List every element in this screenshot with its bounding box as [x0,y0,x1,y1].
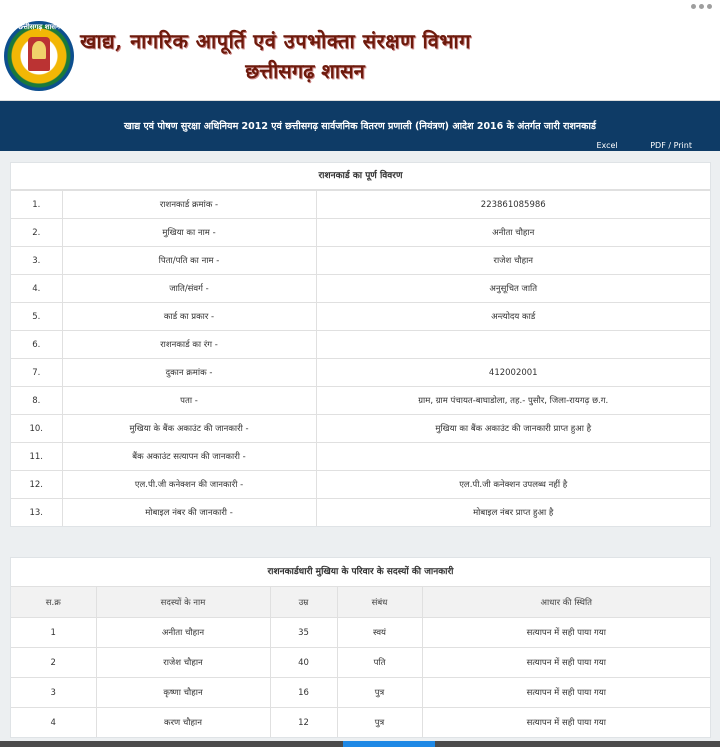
member-name-cell: कृष्णा चौहान [96,678,270,708]
members-column-header: उम्र [270,587,337,618]
details-row [11,331,710,359]
member-relation-cell: स्वयं [337,618,422,648]
member-aadhaar-cell: सत्यापन में सही पाया गया [422,708,710,738]
details-no-cell: 5. [11,303,62,331]
details-label-cell: दुकान क्रमांक - [62,359,316,387]
members-table [11,587,710,737]
details-label-cell: पता - [62,387,316,415]
details-label-cell: मुखिया का नाम - [62,219,316,247]
member-relation-cell: पति [337,648,422,678]
details-label-cell: बैंक अकाउंट सत्यापन की जानकारी - [62,443,316,471]
member-row [11,648,710,678]
member-aadhaar-cell: सत्यापन में सही पाया गया [422,618,710,648]
details-row [11,387,710,415]
details-no-cell: 1. [11,191,62,219]
more-options-icon[interactable] [691,4,712,10]
members-column-header: आधार की स्थिति [422,587,710,618]
details-label-cell: जाति/संवर्ग - [62,275,316,303]
details-value-cell: अन्त्योदय कार्ड [316,303,710,331]
member-age-cell: 35 [270,618,337,648]
member-row [11,708,710,738]
pdf-print-link[interactable]: PDF / Print [650,141,692,150]
member-aadhaar-cell: सत्यापन में सही पाया गया [422,648,710,678]
details-value-cell: अनुसूचित जाति [316,275,710,303]
details-table [11,190,710,526]
scrollbar-thumb[interactable] [343,741,435,747]
member-sno-cell: 1 [11,618,96,648]
member-age-cell: 12 [270,708,337,738]
member-name-cell: करण चौहान [96,708,270,738]
details-value-cell [316,331,710,359]
details-row [11,499,710,527]
details-no-cell: 2. [11,219,62,247]
state-emblem-logo [4,21,74,91]
details-no-cell: 6. [11,331,62,359]
details-no-cell: 8. [11,387,62,415]
details-value-cell: ग्राम, ग्राम पंचायत-बाघाडोला, तह.- पुसौर, जिला-रायगढ़ छ.ग. [316,387,710,415]
details-label-cell: मुखिया के बैंक अकाउंट की जानकारी - [62,415,316,443]
member-relation-cell: पुत्र [337,708,422,738]
member-sno-cell: 2 [11,648,96,678]
details-value-cell: अनीता चौहान [316,219,710,247]
details-row [11,275,710,303]
details-no-cell: 13. [11,499,62,527]
details-row [11,471,710,499]
excel-link[interactable]: Excel [596,141,618,150]
members-column-header: स.क्र [11,587,96,618]
details-row [11,415,710,443]
details-no-cell: 3. [11,247,62,275]
details-label-cell: पिता/पति का नाम - [62,247,316,275]
page-banner [0,101,720,151]
details-no-cell: 10. [11,415,62,443]
details-row [11,303,710,331]
details-value-cell: 223861085986 [316,191,710,219]
member-aadhaar-cell: सत्यापन में सही पाया गया [422,678,710,708]
member-relation-cell: पुत्र [337,678,422,708]
details-row [11,191,710,219]
emblem-center-icon [28,37,50,71]
details-row [11,219,710,247]
details-value-cell: मुखिया का बैंक अकाउंट की जानकारी प्राप्त हुआ है [316,415,710,443]
member-age-cell: 16 [270,678,337,708]
site-header [0,15,720,101]
family-members-card [10,557,711,738]
member-name-cell: राजेश चौहान [96,648,270,678]
details-label-cell: राशनकार्ड का रंग - [62,331,316,359]
ration-card-details-card [10,162,711,527]
details-label-cell: एल.पी.जी कनेक्शन की जानकारी - [62,471,316,499]
member-sno-cell: 3 [11,678,96,708]
details-heading: राशनकार्ड का पूर्ण विवरण [11,163,710,190]
government-title: छत्तीसगढ़ शासन [245,59,365,83]
members-column-header: सदस्यों के नाम [96,587,270,618]
member-age-cell: 40 [270,648,337,678]
details-value-cell: एल.पी.जी कनेक्शन उपलब्ध नहीं है [316,471,710,499]
details-no-cell: 11. [11,443,62,471]
details-value-cell: 412002001 [316,359,710,387]
member-row [11,618,710,648]
details-no-cell: 12. [11,471,62,499]
details-value-cell: मोबाइल नंबर प्राप्त हुआ है [316,499,710,527]
members-column-header: संबंध [337,587,422,618]
details-value-cell [316,443,710,471]
members-heading: राशनकार्डधारी मुखिया के परिवार के सदस्यों की जानकारी [11,558,710,587]
banner-title: खाद्य एवं पोषण सुरक्षा अधिनियम 2012 एवं छत्तीसगढ़ सार्वजनिक वितरण प्रणाली (नियंत्रण) आदेश 2016 के अंतर्गत जारी राशनकार्ड [123,121,597,132]
details-row [11,443,710,471]
details-label-cell: राशनकार्ड क्रमांक - [62,191,316,219]
member-name-cell: अनीता चौहान [96,618,270,648]
emblem-ring-text: छत्तीसगढ़ शासन [18,23,60,31]
details-row [11,359,710,387]
details-no-cell: 4. [11,275,62,303]
member-row [11,678,710,708]
details-value-cell: राजेश चौहान [316,247,710,275]
details-label-cell: कार्ड का प्रकार - [62,303,316,331]
details-row [11,247,710,275]
horizontal-scrollbar[interactable] [0,741,720,747]
export-links [566,141,692,150]
details-label-cell: मोबाइल नंबर की जानकारी - [62,499,316,527]
details-no-cell: 7. [11,359,62,387]
member-sno-cell: 4 [11,708,96,738]
browser-top-bar [0,0,720,15]
department-title: खाद्य, नागरिक आपूर्ति एवं उपभोक्ता संरक्षण विभाग [80,29,471,53]
